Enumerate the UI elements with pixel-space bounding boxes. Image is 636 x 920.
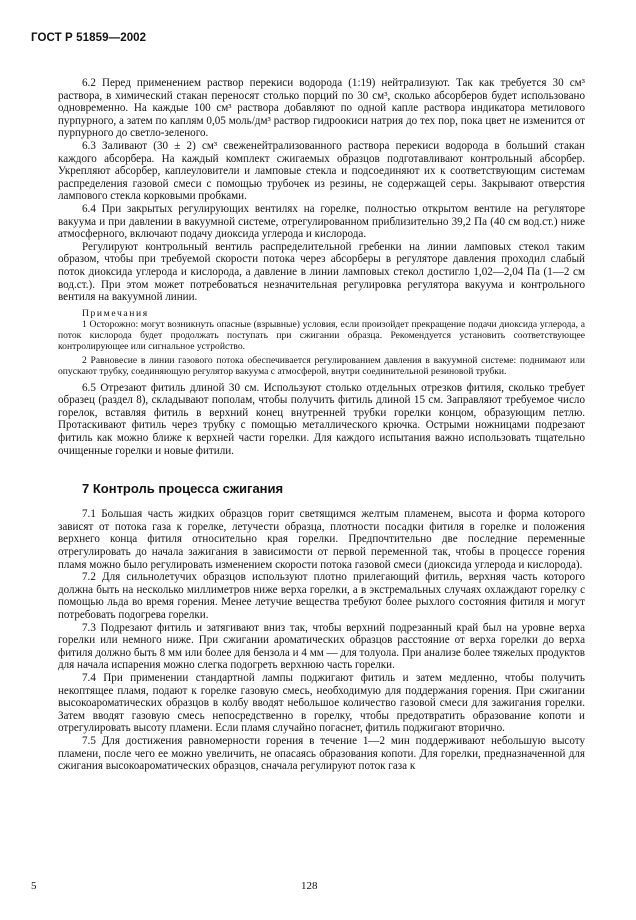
- paragraph-6-5: 6.5 Отрезают фитиль длиной 30 см. Используют столько отдельных отрезков фитиля, сколько требует образец (раздел 8), складывают пополам, чтобы получить фитиль длиной 15 см. Заправляют требуемое число горелок, вставляя фитиль в верхний конец внутренней трубки горелки концом, образующим петлю. Протаскивают фитиль через трубку с помощью металлического крючка. Острыми ножницами подрезают фитиль как можно ближе к верхней части горелки. Для каждого испытания важно использовать тщательно очищенные горелки и новые фитили.: [58, 381, 585, 457]
- document-header: ГОСТ Р 51859—2002: [31, 32, 147, 44]
- notes-heading: Примечания: [82, 307, 149, 319]
- section-7-title: 7 Контроль процесса сжигания: [82, 481, 284, 497]
- paragraph-6-4-cont: Регулируют контрольный вентиль распределительной гребенки на линии ламповых стекол таким образом, чтобы при требуемой скорости потока через абсорберы в регуляторе давления проходил слабый поток диоксида углерода и кислорода, а давление в линии ламповых стекол достигло 1,02—2,04 Па (1—2 см вод.ст.). При этом может потребоваться незначительная регулировка регулятора вакуума и контрольного вентиля на вакуумной линии.: [58, 240, 585, 304]
- paragraph-6-3: 6.3 Заливают (30 ± 2) см³ свеженейтрализованного раствора перекиси водорода в больший стакан каждого абсорбера. На каждый комплект сжигаемых образцов подготавливают контрольный абсорбер. Укрепляют абсорбер, каплеуловители и ламповые стекла и подсоединяют их к соответствующим системам распределения газовой смеси с помощью трубочек из резины, не содержащей серы. Закрывают отверстия лампового стекла корковыми пробками.: [58, 139, 585, 203]
- paragraph-6-4: 6.4 При закрытых регулирующих вентилях на горелке, полностью открытом вентиле на регуляторе вакуума и при давлении в вакуумной системе, отрегулированном приблизительно 39,2 Па (40 см вод.ст.) ниже атмосферного, включают подачу диоксида углерода и кислорода.: [58, 202, 585, 241]
- paragraph-6-2: 6.2 Перед применением раствор перекиси водорода (1:19) нейтрализуют. Так как требуется 30 см³ раствора, в химический стакан переносят столько порций по 30 см³, сколько абсорберов будет использовано одновременно. На каждые 100 см³ раствора добавляют по одной капле раствора индикатора метилового пурпурного, а затем по каплям 0,05 моль/дм³ раствор гидроокиси натрия до тех пор, пока цвет не изменится от пурпурного до светло-зеленого.: [58, 77, 585, 140]
- footer-left-number: 5: [31, 880, 37, 892]
- paragraph-7-3: 7.3 Подрезают фитиль и затягивают вниз так, чтобы верхний подрезанный край был на уровне верха горелки или немного ниже. При сжигании ароматических образцов расстояние от верха горелки до верха фитиля должно быть 8 мм или более для бензола и 4 мм — для толуола. При анализе более тяжелых продуктов для начала испарения можно слегка подогреть верхнюю часть горелки.: [58, 621, 585, 672]
- notes-block: [58, 308, 585, 377]
- paragraph-7-2: 7.2 Для сильнолетучих образцов используют плотно прилегающий фитиль, верхняя часть которого должна быть на несколько миллиметров ниже верха горелки, а в экстремальных случаях охлаждают горелку с помощью льда во время горения. Менее летучие вещества требуют более рыхлого состояния фитиля и могут потребовать подогрева горелки.: [58, 571, 585, 621]
- document-body: [58, 77, 585, 773]
- note-2: 2 Равновесие в линии газового потока обеспечивается регулированием давления в вакуумной системе: поднимают или опускают трубку, соединяющую регулятор вакуума с атмосферой, внутри соединительной резиновой трубки.: [58, 354, 585, 377]
- page-number: 128: [301, 880, 318, 892]
- paragraph-7-4: 7.4 При применении стандартной лампы поджигают фитиль и затем медленно, чтобы получить некоптящее пламя, подают к горелке газовую смесь, необходимую для поддержания горения. При сжигании высокоароматических образцов в колбу вводят небольшое количество газовой смеси для зажигания горелки. Затем вводят газовую смесь непосредственно в горелку, чтобы предотвратить образование копоти и отрегулировать высоту пламени. Если пламя случайно погаснет, фитиль поджигают вторично.: [58, 671, 585, 735]
- note-1: 1 Осторожно: могут возникнуть опасные (взрывные) условия, если произойдет прекращение подачи диоксида углерода, а поток кислорода будет продолжать поступать при сжигании образца. Рекомендуется установить соответствующее контролирующее или сигнальное устройство.: [58, 318, 585, 352]
- paragraph-7-1: 7.1 Большая часть жидких образцов горит светящимся желтым пламенем, высота и форма которого зависят от потока газа к горелке, летучести образца, плотности посадки фитиля в горелке и положения верхнего конца фитиля относительно края горелки. Предпочтительно две последние переменные отрегулировать до начала зажигания в зависимости от первой переменной так, чтобы в процессе горения пламя можно было регулировать изменением скорости потока газовой смеси (диоксида углерода и кислорода).: [58, 508, 585, 571]
- paragraph-7-5: 7.5 Для достижения равномерности горения в течение 1—2 мин поддерживают небольшую высоту пламени, после чего ее можно увеличить, не опасаясь образования копоти. Для горелки, предназначенной для сжигания высокоароматических образцов, сначала регулируют поток газа к: [58, 734, 585, 773]
